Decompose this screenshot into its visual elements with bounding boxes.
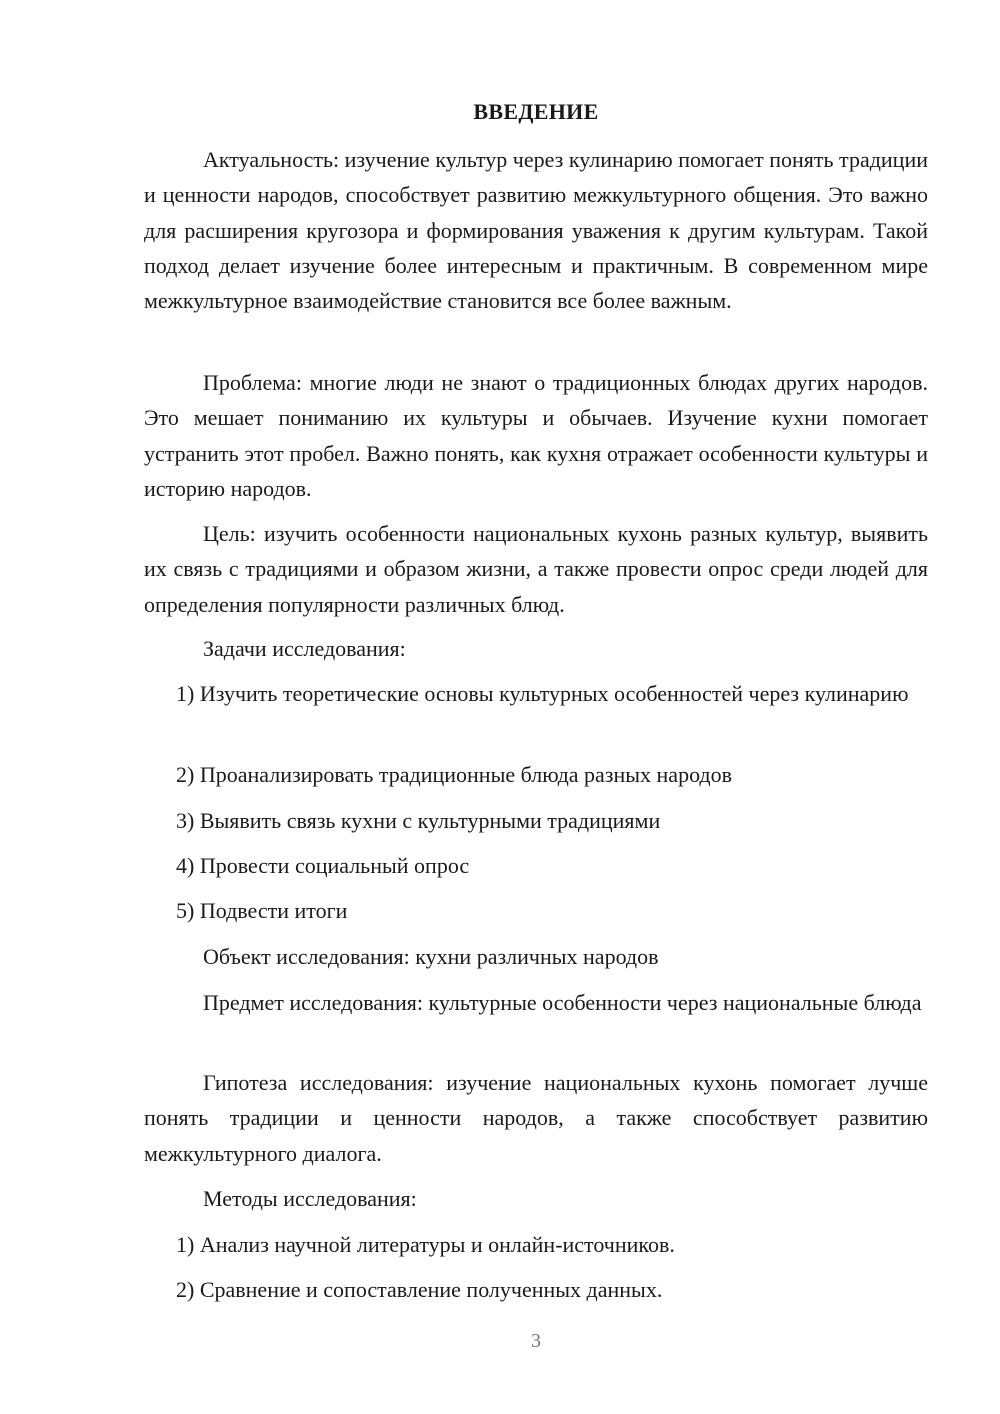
task-item-5: 5) Подвести итоги (176, 898, 348, 923)
task-item-2: 2) Проанализировать традиционные блюда разных народов (176, 762, 733, 787)
paragraph-hypothesis: Гипотеза исследования: изучение национальных кухонь помогает лучше понять традиции и ценности народов, а также способствует развитию межкультурного диалога. (144, 1070, 928, 1166)
task-item-1: 1) Изучить теоретические основы культурных особенностей через кулинарию (176, 681, 909, 706)
paragraph-subject: Предмет исследования: культурные особенности через национальные блюда (203, 990, 922, 1015)
tasks-heading: Задачи исследования: (203, 636, 406, 661)
method-item-2: 2) Сравнение и сопоставление полученных данных. (176, 1277, 663, 1302)
paragraph-relevance: Актуальность: изучение культур через кулинарию помогает понять традиции и ценности народов, способствует развитию межкультурного общения. Это важно для расширения кругозора и формирования уважения к другим культурам. Такой подход делает изучение более интересным и практичным. В современном мире межкультурное взаимодействие становится все более важным. (144, 147, 928, 314)
page-number: 3 (531, 1330, 541, 1352)
task-item-4: 4) Провести социальный опрос (176, 853, 470, 878)
page-title: ВВЕДЕНИЕ (473, 99, 599, 124)
paragraph-object: Объект исследования: кухни различных народов (203, 944, 659, 969)
method-item-1: 1) Анализ научной литературы и онлайн-источников. (176, 1232, 675, 1257)
paragraph-goal: Цель: изучить особенности национальных кухонь разных культур, выявить их связь с традициями и образом жизни, а также провести опрос среди людей для определения популярности различных блюд. (144, 521, 928, 617)
document-page (144, 0, 928, 1414)
methods-heading: Методы исследования: (203, 1186, 417, 1211)
paragraph-problem: Проблема: многие люди не знают о традиционных блюдах других народов. Это мешает пониманию их культуры и обычаев. Изучение кухни помогает устранить этот пробел. Важно понять, как кухня отражает особенности культуры и историю народов. (144, 370, 928, 501)
task-item-3: 3) Выявить связь кухни с культурными традициями (176, 808, 661, 833)
